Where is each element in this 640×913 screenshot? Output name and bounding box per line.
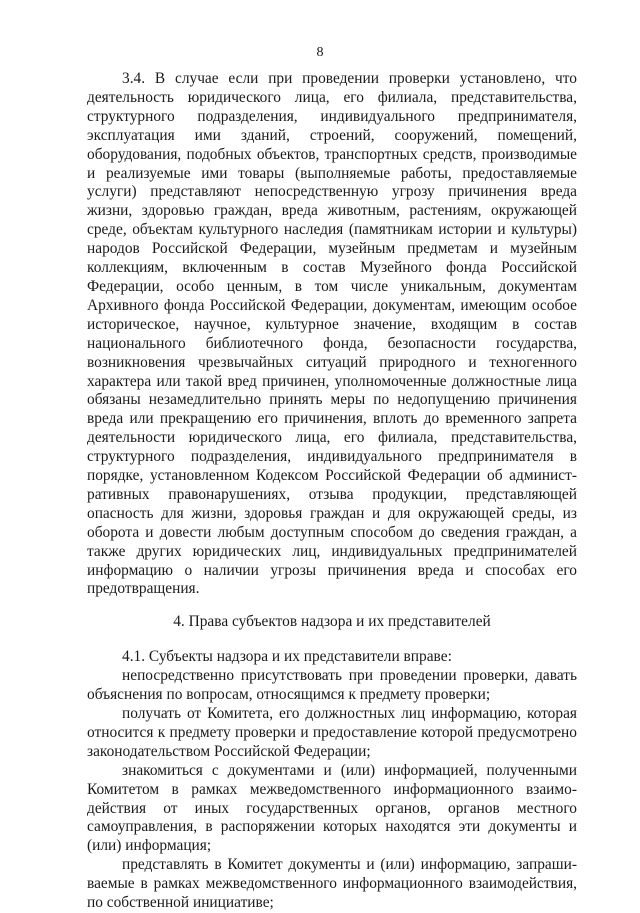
page-number: 8	[316, 45, 324, 60]
right-item-receive-info: получать от Комитета, его должностных лиц информацию, которая относится к предмету проверки и предоставление которой предусмотрено законодательством Российской Федерации;	[87, 705, 577, 760]
section-spacer	[87, 632, 577, 648]
clause-4-1-intro: 4.1. Субъекты надзора и их представители вправе:	[122, 648, 452, 666]
right-item-submit-documents: представлять в Комитет документы и (или) информацию, запрашиваемые в рамках межведомственного информационного взаимодействия, по собственной инициативе;	[87, 856, 577, 912]
section-4-heading: 4. Права субъектов надзора и их представителей	[173, 613, 491, 631]
document-body	[87, 70, 577, 913]
clause-3-4-paragraph: 3.4. В случае если при проведении проверки установлено, что деятельность юридического лица, его филиала, представительства, структурного подразделения, индивидуального предпринимателя, эксплуатация ими зданий, строений, сооружений, помещений, оборудования, подобных объектов, транспортных средств, производимые и реализуемые ими товары (выполняемые работы, предоставляемые услуги) представляют непосредственную угрозу причинения вреда жизни, здоровью граждан, вреда животным, растениям, окружающей среде, объектам культурного наследия (памятникам истории и культуры) народов Российской Федерации, музейным предметам и музейным коллекциям, включенным в состав Музейного фонда Российской Федерации, особо ценным, в том числе уникальным, документам Архивного фонда Российской Федерации, документам, имеющим особое историческое, научное, культурное значение, входящим в состав национального библиотечного фонда, безопасности государства, возникновения чрезвычайных ситуаций природного и техногенного характера или такой вред причинен, уполномоченные должностные лица обязаны незамедлительно принять меры по недопущению причинения вреда или прекращению его причинения, вплоть до временного запрета деятельности юридического лица, его филиала, представительства, структурного подразделения, индивидуального предпринимателя в порядке, установленном Кодексом Российской Федерации об административных правонарушениях, отзыва продукции, представляющей опасность для жизни, здоровья граждан и для окружающей среды, из оборота и довести любым доступным способом до сведения граждан, а также других юридических лиц, индивидуальных предпринимателей информацию о наличии угрозы причинения вреда и способах его предотвращения.	[87, 70, 577, 598]
right-item-review-documents: знакомиться с документами и (или) информацией, полученными Комитетом в рамках межведомственного информационного взаимодействия от иных государственных органов, органов местного самоуправления, в распоряжении которых находятся эти документы и (или) информация;	[87, 761, 577, 855]
right-item-presence: непосредственно присутствовать при проведении проверки, давать объяснения по вопросам, относящимся к предмету проверки;	[87, 667, 577, 704]
